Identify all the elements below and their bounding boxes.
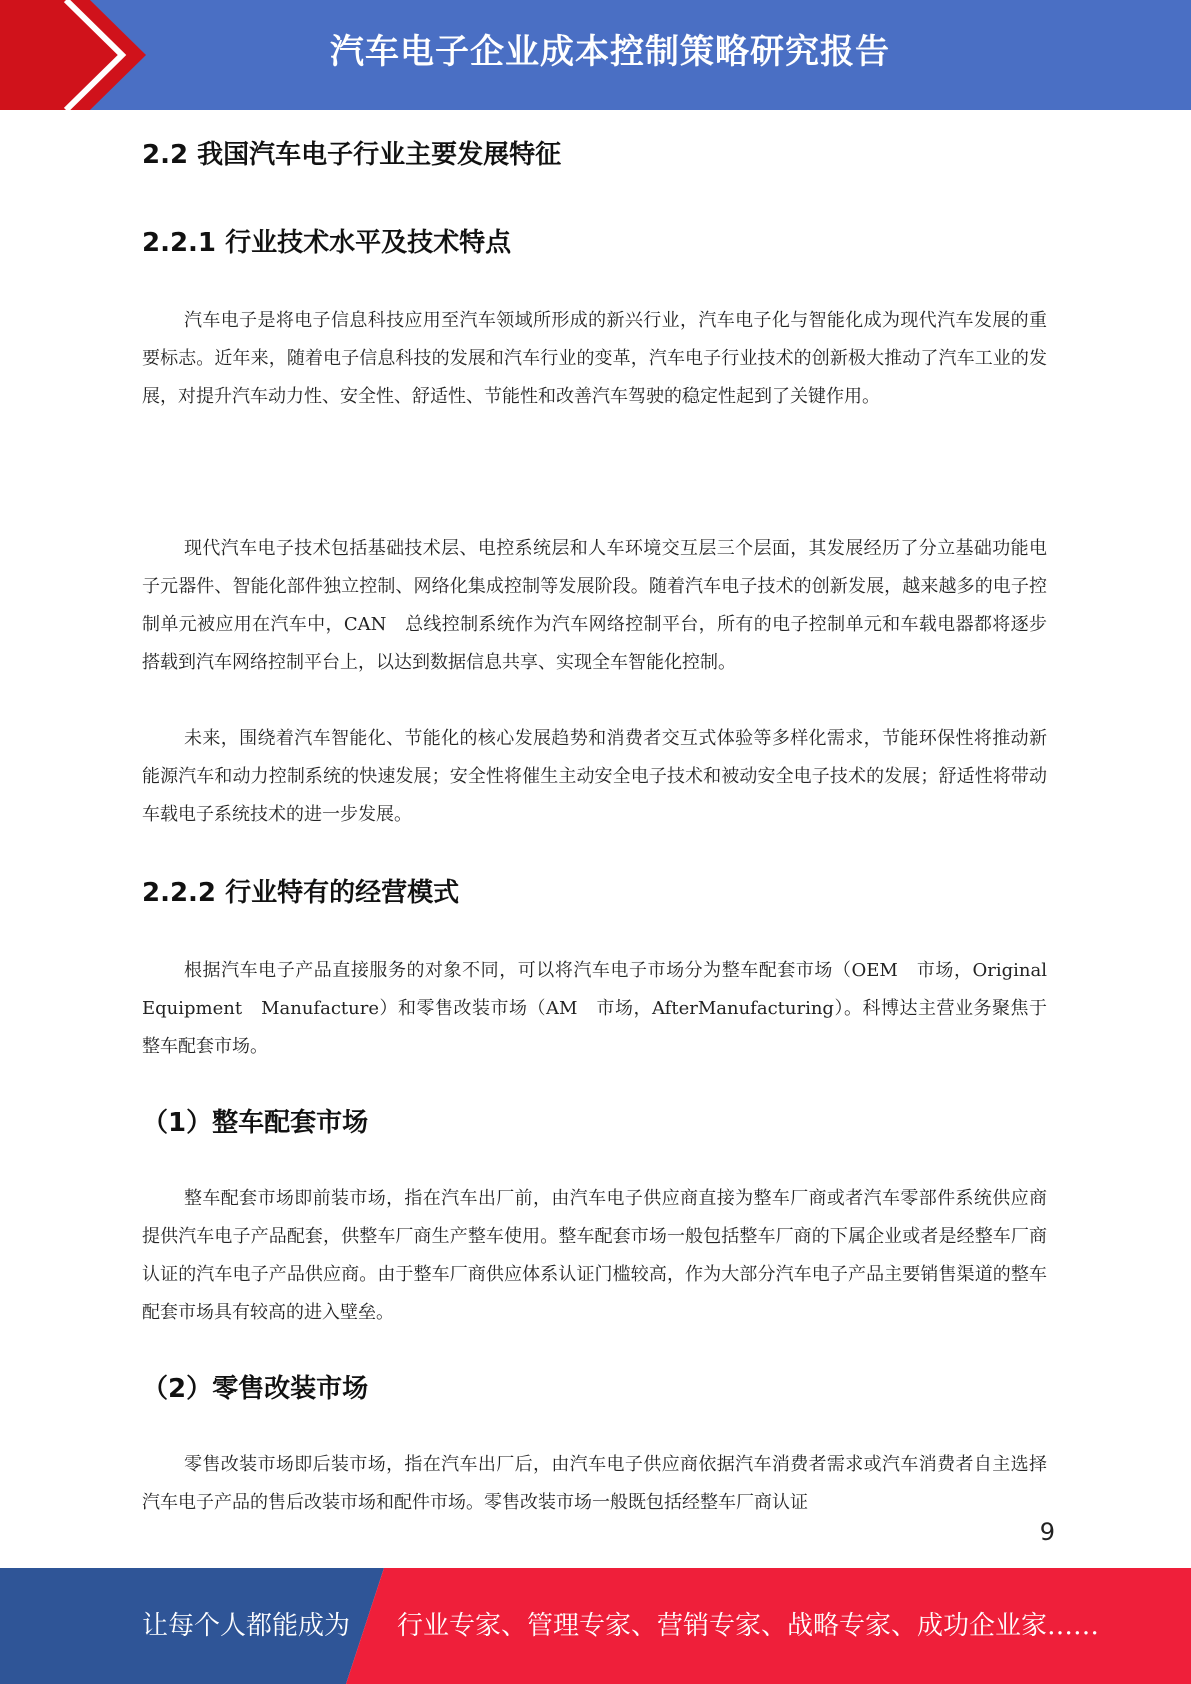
section-heading-2-2-2: 2.2.2 行业特有的经营模式 — [142, 878, 460, 908]
header-banner — [0, 0, 1191, 110]
paragraph: 现代汽车电子技术包括基础技术层、电控系统层和人车环境交互层三个层面，其发展经历了分立基础功能电子元器件、智能化部件独立控制、网络化集成控制等发展阶段。随着汽车电子技术的创新发展，越来越多的电子控制单元被应用在汽车中，CAN 总线控制系统作为汽车网络控制平台，所有的电子控制单元和车载电器都将逐步搭载到汽车网络控制平台上，以达到数据信息共享、实现全车智能化控制。 — [142, 538, 1047, 673]
document-title: 汽车电子企业成本控制策略研究报告 — [330, 32, 890, 72]
page-number: 9 — [1039, 1518, 1055, 1546]
paragraph: 整车配套市场即前装市场，指在汽车出厂前，由汽车电子供应商直接为整车厂商或者汽车零部件系统供应商提供汽车电子产品配套，供整车厂商生产整车使用。整车配套市场一般包括整车厂商的下属企业或者是经整车厂商认证的汽车电子产品供应商。由于整车厂商供应体系认证门槛较高，作为大部分汽车电子产品主要销售渠道的整车配套市场具有较高的进入壁垒。 — [142, 1188, 1047, 1323]
section-heading-2-2: 2.2 我国汽车电子行业主要发展特征 — [142, 140, 562, 170]
paragraph: 汽车电子是将电子信息科技应用至汽车领域所形成的新兴行业，汽车电子化与智能化成为现代汽车发展的重要标志。近年来，随着电子信息科技的发展和汽车行业的变革，汽车电子行业技术的创新极大推动了汽车工业的发展，对提升汽车动力性、安全性、舒适性、节能性和改善汽车驾驶的稳定性起到了关键作用。 — [142, 310, 1047, 407]
subsection-heading-2: （2）零售改装市场 — [142, 1374, 369, 1404]
paragraph: 零售改装市场即后装市场，指在汽车出厂后，由汽车电子供应商依据汽车消费者需求或汽车消费者自主选择汽车电子产品的售后改装市场和配件市场。零售改装市场一般既包括经整车厂商认证 — [142, 1454, 1047, 1513]
paragraph: 未来，围绕着汽车智能化、节能化的核心发展趋势和消费者交互式体验等多样化需求，节能环保性将推动新能源汽车和动力控制系统的快速发展；安全性将催生主动安全电子技术和被动安全电子技术的发展；舒适性将带动车载电子系统技术的进一步发展。 — [142, 728, 1047, 825]
paragraph: 根据汽车电子产品直接服务的对象不同，可以将汽车电子市场分为整车配套市场（OEM 市场，Original Equipment Manufacture）和零售改装市场（AM 市场，AfterManufacturing）。科博达主营业务聚焦于整车配套市场。 — [142, 960, 1065, 1057]
footer-slogan-right: 行业专家、管理专家、营销专家、战略专家、成功企业家…… — [397, 1611, 1100, 1641]
section-heading-2-2-1: 2.2.1 行业技术水平及技术特点 — [142, 228, 512, 258]
footer-slogan-left: 让每个人都能成为 — [142, 1611, 351, 1641]
red-chevron-decoration — [0, 0, 146, 110]
subsection-heading-1: （1）整车配套市场 — [142, 1108, 369, 1138]
footer-banner — [0, 1568, 1191, 1684]
